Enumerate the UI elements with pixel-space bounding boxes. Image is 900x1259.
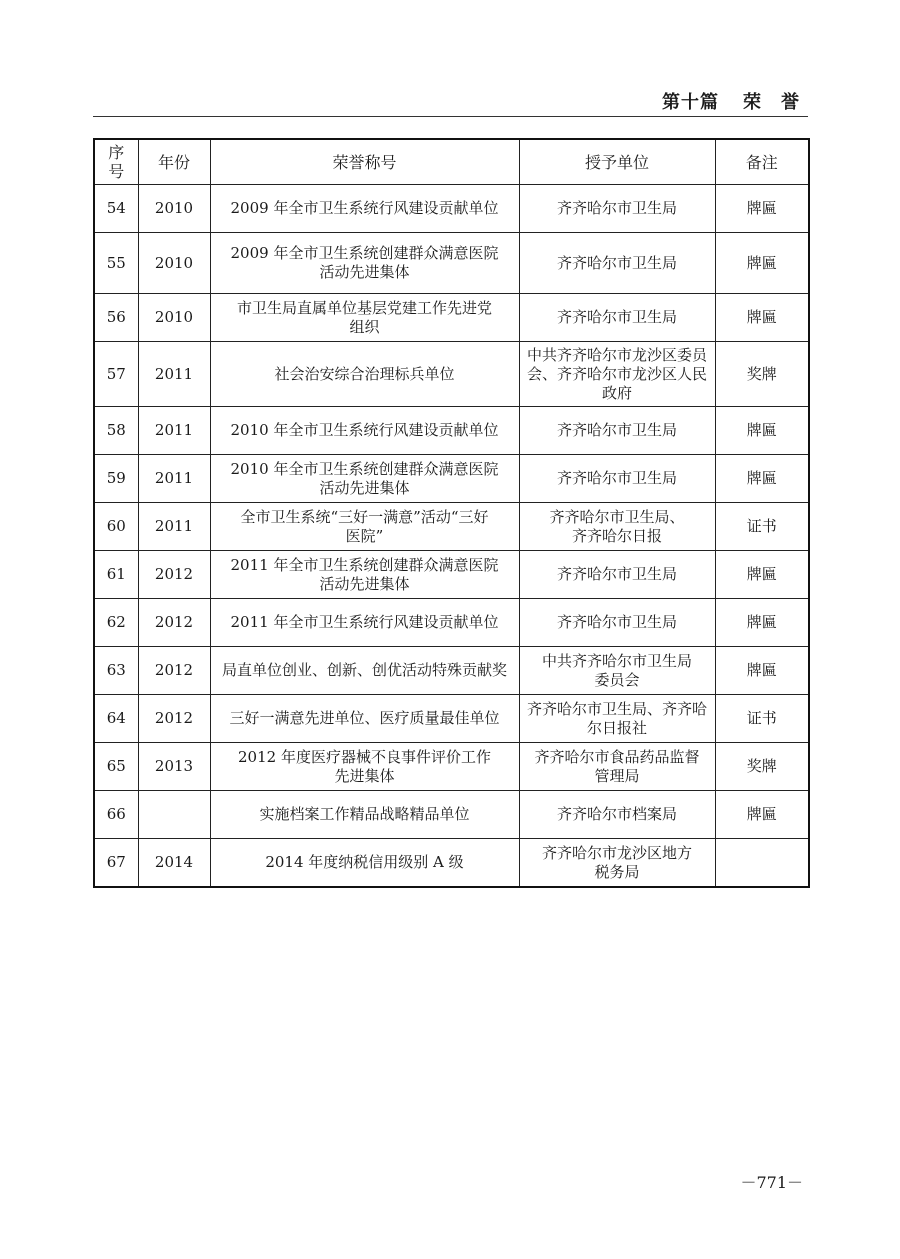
awarding-org-line: 齐齐哈尔日报	[571, 526, 662, 545]
cell-year: 2012	[138, 599, 210, 647]
cell-note: 牌匾	[715, 647, 809, 695]
cell-honor-name	[210, 839, 519, 888]
honor-name-line: 活动先进集体	[319, 574, 410, 593]
cell-no: 55	[94, 233, 138, 294]
cell-note: 牌匾	[715, 407, 809, 455]
cell-no: 64	[94, 695, 138, 743]
awarding-org-line: 齐齐哈尔市卫生局	[556, 199, 677, 217]
cell-no: 54	[94, 185, 138, 233]
table-row	[94, 294, 809, 342]
cell-note: 牌匾	[715, 791, 809, 839]
cell-awarding-org	[519, 551, 715, 599]
honor-name-line: 局直单位创业、创新、创优活动特殊贡献奖	[221, 661, 507, 679]
cell-awarding-org	[519, 455, 715, 503]
awarding-org-line: 管理局	[594, 766, 640, 785]
col-header-org: 授予单位	[519, 139, 715, 185]
table-row	[94, 791, 809, 839]
cell-honor-name	[210, 407, 519, 455]
cell-note: 牌匾	[715, 599, 809, 647]
col-header-name: 荣誉称号	[210, 139, 519, 185]
cell-no: 66	[94, 791, 138, 839]
honor-name-line: 实施档案工作精品战略精品单位	[259, 805, 470, 823]
awarding-org-line: 税务局	[594, 862, 640, 881]
table-row	[94, 342, 809, 407]
cell-honor-name	[210, 503, 519, 551]
cell-no: 58	[94, 407, 138, 455]
cell-no: 63	[94, 647, 138, 695]
honor-name-line: 2010 年全市卫生系统行风建设贡献单位	[230, 421, 499, 439]
cell-no: 60	[94, 503, 138, 551]
honor-name-line: 2012 年度医疗器械不良事件评价工作	[238, 747, 491, 766]
awarding-org-line: 齐齐哈尔市卫生局、	[549, 507, 685, 526]
awarding-org-line: 齐齐哈尔市卫生局	[556, 613, 677, 631]
table-row	[94, 695, 809, 743]
cell-awarding-org	[519, 695, 715, 743]
cell-honor-name	[210, 294, 519, 342]
cell-honor-name	[210, 342, 519, 407]
table-row	[94, 503, 809, 551]
honor-name-line: 活动先进集体	[319, 263, 410, 281]
awarding-org-line: 齐齐哈尔市卫生局	[556, 469, 677, 487]
honor-name-line: 全市卫生系统“三好一满意”活动“三好	[240, 507, 489, 526]
cell-honor-name	[210, 647, 519, 695]
cell-year: 2012	[138, 647, 210, 695]
cell-year: 2012	[138, 551, 210, 599]
honors-table	[93, 138, 810, 888]
page-number: －771－	[740, 1173, 803, 1192]
cell-awarding-org	[519, 185, 715, 233]
cell-note: 牌匾	[715, 455, 809, 503]
col-header-no: 序号	[94, 139, 138, 185]
cell-no: 62	[94, 599, 138, 647]
table-row	[94, 551, 809, 599]
cell-year: 2014	[138, 839, 210, 888]
running-header	[93, 86, 808, 117]
cell-honor-name	[210, 791, 519, 839]
cell-no: 61	[94, 551, 138, 599]
col-header-note: 备注	[715, 139, 809, 185]
awarding-org-line: 齐齐哈尔市卫生局	[556, 308, 677, 326]
honor-name-line: 2009 年全市卫生系统行风建设贡献单位	[230, 199, 499, 217]
table-row	[94, 743, 809, 791]
cell-year: 2013	[138, 743, 210, 791]
cell-awarding-org	[519, 647, 715, 695]
cell-honor-name	[210, 599, 519, 647]
table-row	[94, 407, 809, 455]
cell-awarding-org	[519, 839, 715, 888]
chapter-title	[662, 88, 800, 114]
awarding-org-line: 政府	[601, 383, 632, 402]
cell-note: 奖牌	[715, 743, 809, 791]
cell-year: 2011	[138, 455, 210, 503]
table-row	[94, 647, 809, 695]
honor-name-line: 三好一满意先进单位、医疗质量最佳单位	[229, 709, 500, 727]
cell-awarding-org	[519, 791, 715, 839]
table-row	[94, 839, 809, 888]
honor-name-line: 社会治安综合治理标兵单位	[274, 364, 455, 383]
cell-no: 56	[94, 294, 138, 342]
cell-honor-name	[210, 695, 519, 743]
cell-awarding-org	[519, 743, 715, 791]
table-body	[94, 185, 809, 888]
honor-name-line: 2011 年全市卫生系统行风建设贡献单位	[230, 613, 499, 631]
awarding-org-line: 尔日报社	[586, 718, 647, 737]
cell-no: 57	[94, 342, 138, 407]
cell-awarding-org	[519, 342, 715, 407]
col-header-year: 年份	[138, 139, 210, 185]
cell-awarding-org	[519, 599, 715, 647]
cell-year	[138, 791, 210, 839]
cell-no: 65	[94, 743, 138, 791]
chapter-topic: 荣 誉	[743, 92, 800, 113]
table-header-row	[94, 139, 809, 185]
table-row	[94, 233, 809, 294]
cell-honor-name	[210, 455, 519, 503]
honor-name-line: 2014 年度纳税信用级别 A 级	[265, 853, 464, 871]
cell-year: 2012	[138, 695, 210, 743]
awarding-org-line: 齐齐哈尔市卫生局	[556, 253, 677, 272]
cell-honor-name	[210, 185, 519, 233]
cell-note: 牌匾	[715, 294, 809, 342]
cell-no: 67	[94, 839, 138, 888]
honor-name-line: 市卫生局直属单位基层党建工作先进党	[236, 298, 492, 317]
honor-name-line: 2009 年全市卫生系统创建群众满意医院	[230, 244, 499, 262]
cell-note	[715, 839, 809, 888]
awarding-org-line: 会、齐齐哈尔市龙沙区人民	[526, 364, 707, 383]
cell-note: 牌匾	[715, 233, 809, 294]
cell-awarding-org	[519, 233, 715, 294]
cell-note: 证书	[715, 503, 809, 551]
cell-year: 2011	[138, 342, 210, 407]
chapter-label: 第十篇	[662, 92, 719, 113]
cell-year: 2011	[138, 407, 210, 455]
table-row	[94, 455, 809, 503]
awarding-org-line: 齐齐哈尔市卫生局	[556, 565, 677, 583]
table-row	[94, 185, 809, 233]
cell-note: 牌匾	[715, 185, 809, 233]
cell-honor-name	[210, 551, 519, 599]
cell-honor-name	[210, 743, 519, 791]
honor-name-line: 先进集体	[334, 766, 395, 785]
table-row	[94, 599, 809, 647]
cell-note: 奖牌	[715, 342, 809, 407]
cell-year: 2010	[138, 185, 210, 233]
cell-year: 2010	[138, 294, 210, 342]
cell-honor-name	[210, 233, 519, 294]
cell-awarding-org	[519, 503, 715, 551]
awarding-org-line: 齐齐哈尔市档案局	[556, 805, 677, 823]
awarding-org-line: 齐齐哈尔市食品药品监督	[534, 747, 700, 766]
cell-year: 2010	[138, 233, 210, 294]
awarding-org-line: 齐齐哈尔市卫生局、齐齐哈	[526, 699, 707, 718]
cell-awarding-org	[519, 294, 715, 342]
cell-no: 59	[94, 455, 138, 503]
awarding-org-line: 委员会	[594, 670, 640, 689]
awarding-org-line: 齐齐哈尔市龙沙区地方	[541, 843, 692, 862]
cell-year: 2011	[138, 503, 210, 551]
cell-note: 牌匾	[715, 551, 809, 599]
honor-name-line: 活动先进集体	[319, 478, 410, 497]
honor-name-line: 组织	[349, 317, 380, 336]
cell-awarding-org	[519, 407, 715, 455]
awarding-org-line: 齐齐哈尔市卫生局	[556, 421, 677, 439]
awarding-org-line: 中共齐齐哈尔市卫生局	[541, 651, 692, 670]
honor-name-line: 2010 年全市卫生系统创建群众满意医院	[230, 459, 499, 478]
awarding-org-line: 中共齐齐哈尔市龙沙区委员	[526, 345, 707, 364]
honor-name-line: 2011 年全市卫生系统创建群众满意医院	[230, 555, 499, 574]
honor-name-line: 医院”	[345, 526, 384, 545]
cell-note: 证书	[715, 695, 809, 743]
